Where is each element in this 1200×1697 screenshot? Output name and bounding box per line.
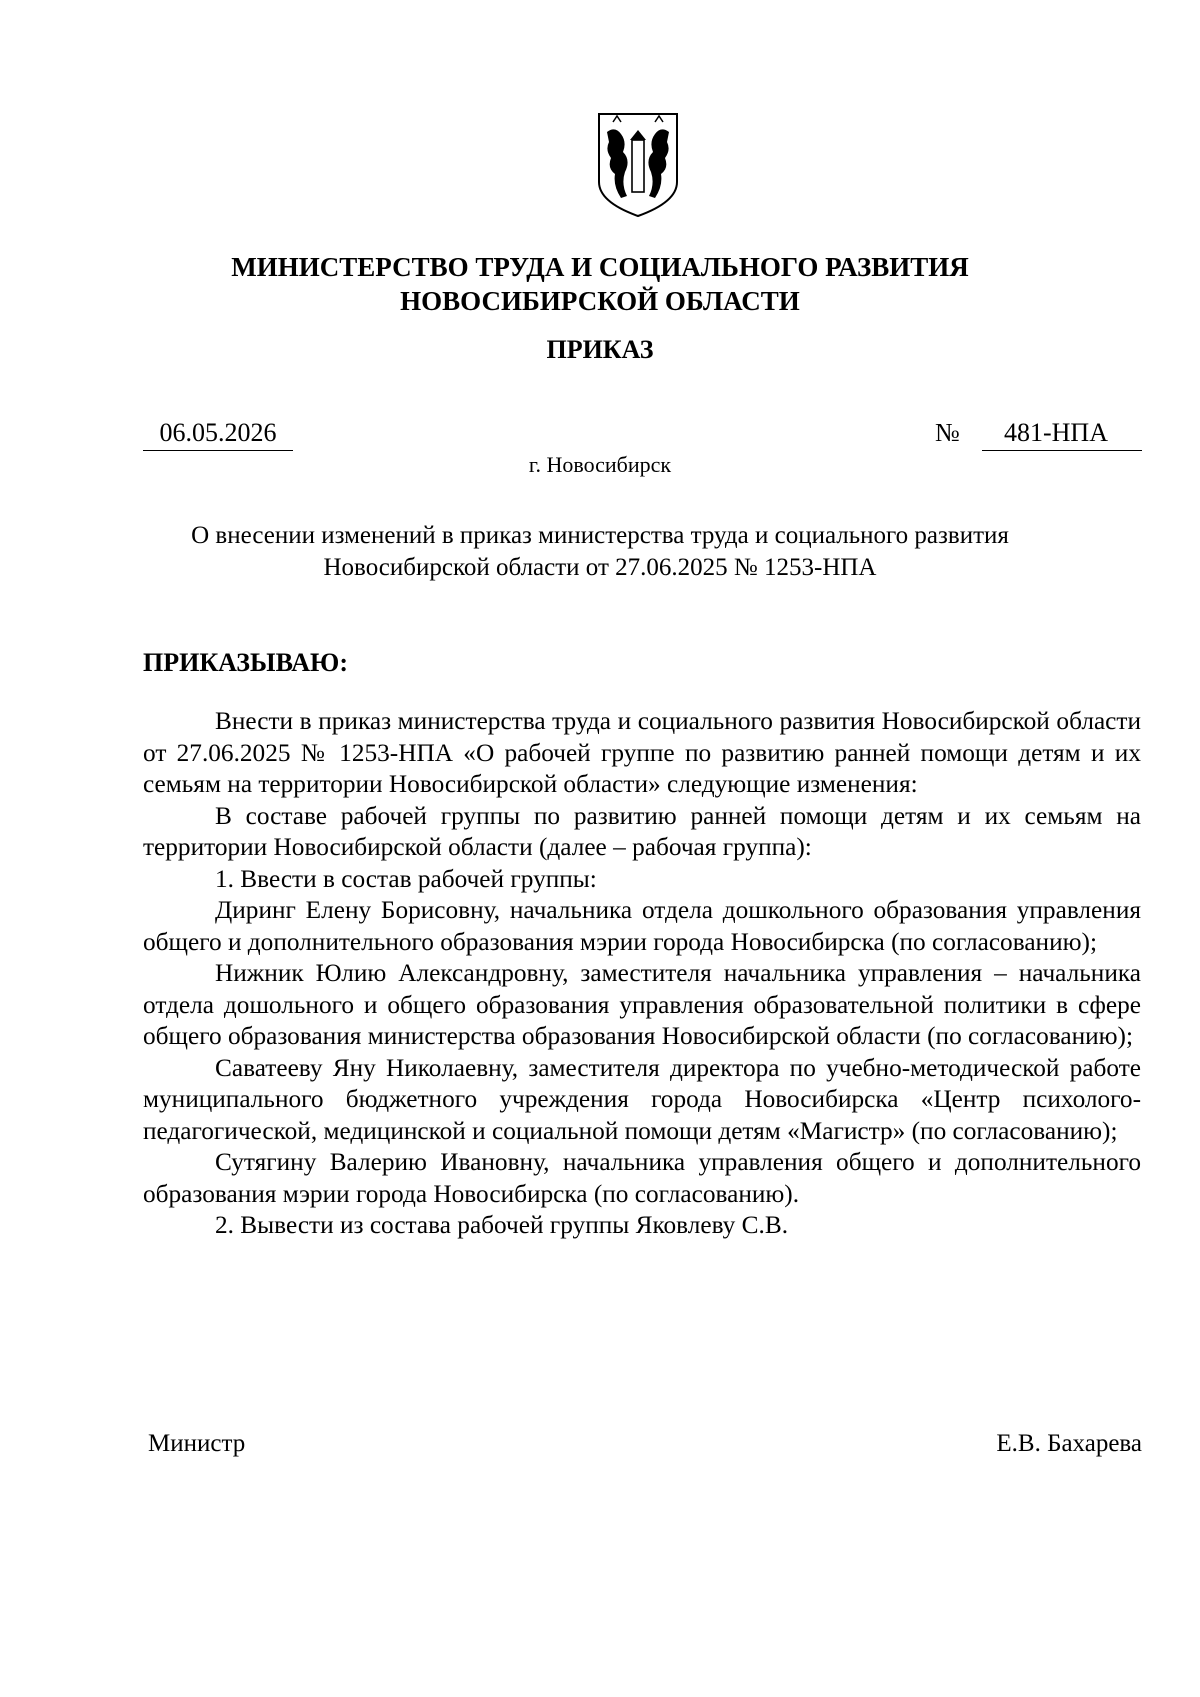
coat-of-arms-icon (597, 112, 679, 218)
body-paragraph: В составе рабочей группы по развитию ранней помощи детям и их семьям на территории Новосибирской области (далее – рабочая группа): (143, 801, 1141, 861)
body-paragraph: Диринг Елену Борисовну, начальника отдела дошкольного образования управления общего и дополнительного образования мэрии города Новосибирска (по согласованию); (143, 896, 1141, 956)
body-paragraph: Нижник Юлию Александровну, заместителя начальника управления – начальника отдела дошольного и общего образования управления образовательной политики в сфере общего образования министерства образования Новосибирской области (по согласованию); (143, 959, 1141, 1050)
organization-name-line2: НОВОСИБИРСКОЙ ОБЛАСТИ (400, 286, 800, 316)
document-subject (0, 520, 1200, 584)
number-sign: № (935, 418, 960, 447)
document-city: г. Новосибирск (528, 452, 672, 477)
body-paragraph: 2. Вывести из состава рабочей группы Яковлеву С.В. (215, 1211, 789, 1239)
body-paragraph: Внести в приказ министерства труда и социального развития Новосибирской области от 27.06.2025 № 1253-НПА «О рабочей группе по развитию ранней помощи детям и их семьям на территории Новосибирской области» следующие изменения: (143, 707, 1141, 798)
document-date: 06.05.2026 (143, 418, 293, 451)
subject-line1: О внесении изменений в приказ министерства труда и социального развития (191, 522, 1009, 549)
subject-line2: Новосибирской области от 27.06.2025 № 1253-НПА (323, 554, 877, 581)
document-body (143, 706, 1141, 1242)
document-type: ПРИКАЗ (546, 335, 654, 364)
document-number: 481-НПА (982, 418, 1142, 451)
order-word: ПРИКАЗЫВАЮ: (143, 648, 348, 677)
body-paragraph: 1. Ввести в состав рабочей группы: (215, 864, 597, 893)
signatory-name: Е.В. Бахарева (996, 1430, 1142, 1457)
body-paragraph: Сутягину Валерию Ивановну, начальника управления общего и дополнительного образования мэрии города Новосибирска (по согласованию). (143, 1148, 1141, 1208)
signatory-position: Министр (148, 1430, 246, 1457)
body-paragraph: Саватееву Яну Николаевну, заместителя директора по учебно-методической работе муниципального бюджетного учреждения города Новосибирска «Центр психолого-педагогической, медицинской и социальной помощи детям «Магистр» (по согласованию); (143, 1053, 1141, 1145)
organization-name-line1: МИНИСТЕРСТВО ТРУДА И СОЦИАЛЬНОГО РАЗВИТИЯ (231, 252, 969, 282)
